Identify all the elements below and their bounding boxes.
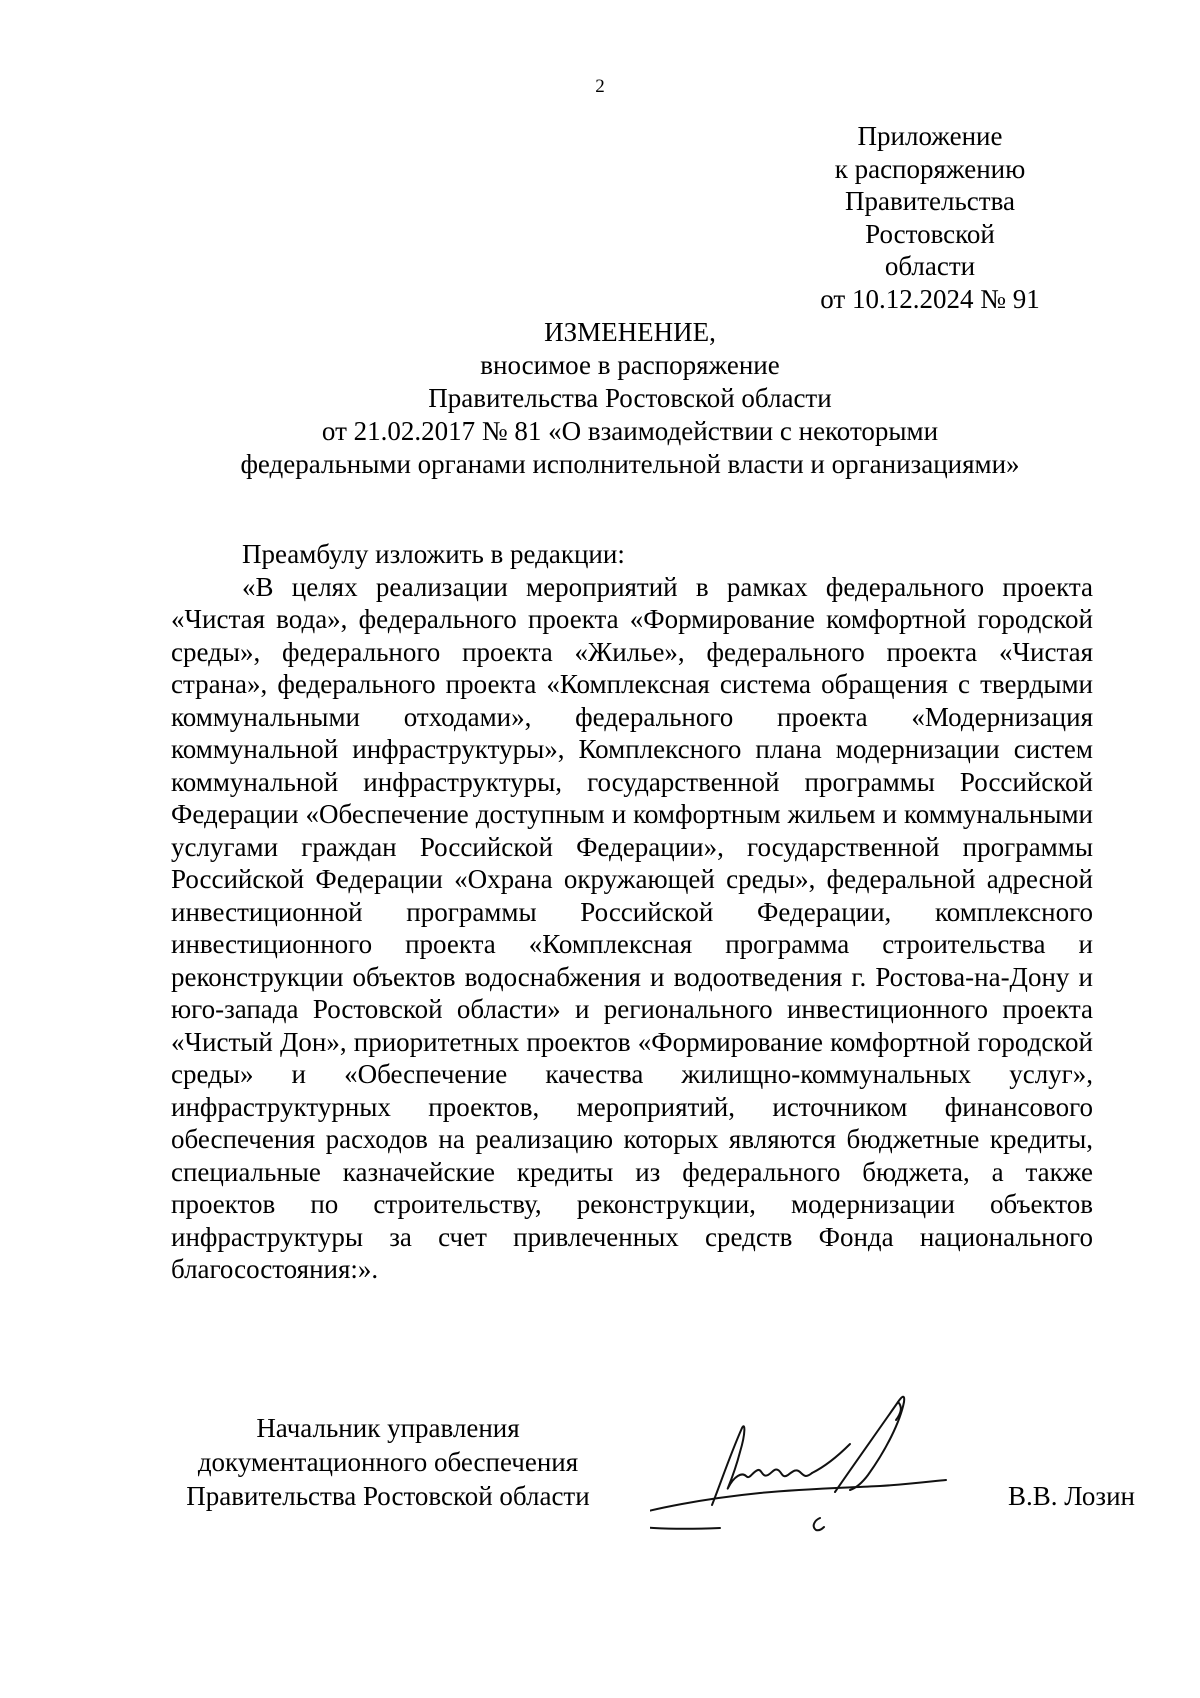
document-title [170, 316, 1090, 481]
body-quote-paragraph: «В целях реализации мероприятий в рамках федерального проекта «Чистая вода», федерального проекта «Формирование комфортной городской среды», федерального проекта «Жилье», федерального проекта «Чистая страна», федерального проекта «Комплексная система обращения с твердыми коммунальными отходами», федерального проекта «Модернизация коммунальной инфраструктуры», Комплексного плана модернизации систем коммунальной инфраструктуры, государственной программы Российской Федерации «Обеспечение доступным и комфортным жильем и коммунальными услугами граждан Российской Федерации», государственной программы Российской Федерации «Охрана окружающей среды», федеральной адресной инвестиционной программы Российской Федерации, комплексного инвестиционного проекта «Комплексная программа строительства и реконструкции объектов водоснабжения и водоотведения г. Ростова-на-Дону и юго-запада Ростовской области» и регионального инвестиционного проекта «Чистый Дон», приоритетных проектов «Формирование комфортной городской среды» и «Обеспечение качества жилищно-коммунальных услуг», инфраструктурных проектов, мероприятий, источником финансового обеспечения расходов на реализацию которых являются бюджетные кредиты, специальные казначейские кредиты из федерального бюджета, а также проектов по строительству, реконструкции, модернизации объектов инфраструктуры за счет привлеченных средств Фонда национального благосостояния:». [171, 571, 1093, 1284]
title-line: от 21.02.2017 № 81 «О взаимодействии с некоторыми [321, 416, 939, 446]
title-line: Правительства Ростовской области [428, 383, 832, 413]
body-intro: Преамбулу изложить в редакции: [242, 539, 625, 569]
appendix-line: к распоряжению [834, 153, 1026, 184]
title-line: вносимое в распоряжение [480, 350, 780, 380]
appendix-line: Правительства [845, 186, 1015, 216]
appendix-line: Ростовской области [865, 218, 995, 281]
appendix-line: от 10.12.2024 № 91 [820, 283, 1040, 314]
document-body [171, 538, 1093, 1286]
title-heading: ИЗМЕНЕНИЕ, [544, 317, 716, 347]
appendix-block [820, 120, 1040, 315]
page-number: 2 [595, 76, 605, 97]
signatory-position-line: документационного обеспечения [197, 1447, 579, 1477]
handwritten-signature [650, 1380, 980, 1535]
signatory-position-line: Начальник управления [256, 1413, 520, 1443]
signatory-position [168, 1411, 608, 1513]
signatory-name: В.В. Лозин [1008, 1481, 1135, 1511]
title-line: федеральными органами исполнительной власти и организациями» [240, 449, 1020, 479]
signatory-position-line: Правительства Ростовской области [186, 1481, 590, 1511]
appendix-line: Приложение [857, 121, 1003, 151]
